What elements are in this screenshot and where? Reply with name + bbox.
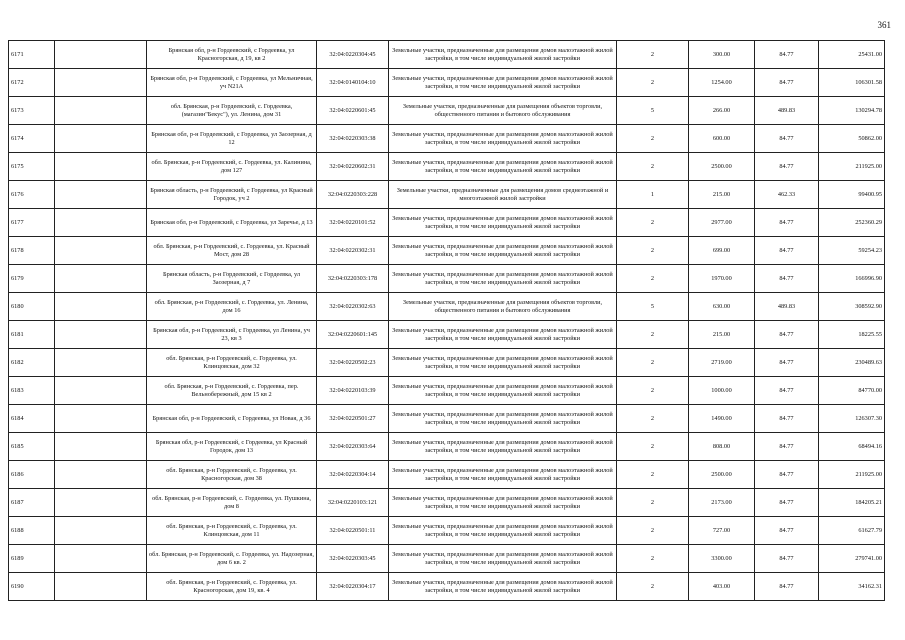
specific-value-cell: 84.77 [755,461,819,489]
land-use-cell: Земельные участки, предназначенные для размещения домов малоэтажной жилой застройки, в том числе индивидуальной жилой застройки [389,433,617,461]
area-cell: 2500.00 [689,153,755,181]
specific-value-cell: 84.77 [755,377,819,405]
cadastral-value-cell: 252360.29 [819,209,885,237]
address-cell: обл. Брянская, р-н Гордеевский, с. Гордеевка, ул. Клинцовская, дом 32 [147,349,317,377]
row-number: 6171 [9,41,55,69]
address-cell: обл. Брянская, р-н Гордеевский, с. Гордеевка, ул. Красный Мост, дом 28 [147,237,317,265]
address-cell: обл. Брянская, р-н Гордеевский, с. Гордеевка, ул. Красногорская, дом 38 [147,461,317,489]
area-cell: 215.00 [689,181,755,209]
cadastral-number-cell: 32:04:0220501:11 [317,517,389,545]
specific-value-cell: 84.77 [755,321,819,349]
cadastral-value-cell: 84770.00 [819,377,885,405]
specific-value-cell: 84.77 [755,153,819,181]
table-row [9,69,885,97]
area-cell: 3300.00 [689,545,755,573]
land-use-cell: Земельные участки, предназначенные для размещения домов малоэтажной жилой застройки, в том числе индивидуальной жилой застройки [389,153,617,181]
row-number: 6179 [9,265,55,293]
row-number: 6185 [9,433,55,461]
land-use-cell: Земельные участки, предназначенные для размещения домов малоэтажной жилой застройки, в том числе индивидуальной жилой застройки [389,405,617,433]
area-cell: 600.00 [689,125,755,153]
group-cell: 2 [617,545,689,573]
empty-cell [55,41,147,69]
row-number: 6189 [9,545,55,573]
row-number: 6175 [9,153,55,181]
area-cell: 1970.00 [689,265,755,293]
row-number: 6190 [9,573,55,601]
empty-cell [55,69,147,97]
empty-cell [55,97,147,125]
table-row [9,545,885,573]
address-cell: Брянская обл, р-н Гордеевский, с Гордеевка, ул Красногорская, д 19, кв 2 [147,41,317,69]
cadastral-number-cell: 32:04:0220601:145 [317,321,389,349]
area-cell: 300.00 [689,41,755,69]
table-row [9,181,885,209]
group-cell: 2 [617,405,689,433]
table-row [9,97,885,125]
row-number: 6183 [9,377,55,405]
cadastral-number-cell: 32:04:0220303:38 [317,125,389,153]
area-cell: 2719.00 [689,349,755,377]
row-number: 6176 [9,181,55,209]
area-cell: 1254.00 [689,69,755,97]
land-use-cell: Земельные участки, предназначенные для размещения домов малоэтажной жилой застройки, в том числе индивидуальной жилой застройки [389,349,617,377]
specific-value-cell: 84.77 [755,433,819,461]
table-row [9,265,885,293]
land-use-cell: Земельные участки, предназначенные для размещения домов малоэтажной жилой застройки, в том числе индивидуальной жилой застройки [389,321,617,349]
table-row [9,377,885,405]
cadastral-value-cell: 59254.23 [819,237,885,265]
area-cell: 403.00 [689,573,755,601]
land-use-cell: Земельные участки, предназначенные для размещения домов малоэтажной жилой застройки, в том числе индивидуальной жилой застройки [389,265,617,293]
cadastral-number-cell: 32:04:0220302:31 [317,237,389,265]
row-number: 6180 [9,293,55,321]
cadastral-value-cell: 68494.16 [819,433,885,461]
specific-value-cell: 84.77 [755,517,819,545]
group-cell: 5 [617,293,689,321]
empty-cell [55,321,147,349]
group-cell: 2 [617,125,689,153]
cadastral-value-cell: 61627.79 [819,517,885,545]
group-cell: 2 [617,153,689,181]
empty-cell [55,377,147,405]
row-number: 6182 [9,349,55,377]
specific-value-cell: 84.77 [755,489,819,517]
cadastral-number-cell: 32:04:0220304:17 [317,573,389,601]
specific-value-cell: 84.77 [755,405,819,433]
empty-cell [55,461,147,489]
area-cell: 266.00 [689,97,755,125]
cadastral-number-cell: 32:04:0220501:27 [317,405,389,433]
address-cell: Брянская область, р-н Гордеевский, с Гордеевка, ул Заозерная, д 7 [147,265,317,293]
group-cell: 2 [617,41,689,69]
group-cell: 2 [617,461,689,489]
group-cell: 2 [617,237,689,265]
table-row [9,321,885,349]
cadastral-value-cell: 18225.55 [819,321,885,349]
area-cell: 1000.00 [689,377,755,405]
land-use-cell: Земельные участки, предназначенные для размещения домов малоэтажной жилой застройки, в том числе индивидуальной жилой застройки [389,517,617,545]
row-number: 6173 [9,97,55,125]
table-row [9,489,885,517]
group-cell: 2 [617,265,689,293]
land-use-cell: Земельные участки, предназначенные для размещения объектов торговли, общественного питания и бытового обслуживания [389,97,617,125]
address-cell: обл. Брянская, р-н Гордеевский, с. Гордеевка, ул. Надозерная, дом 6 кв. 2 [147,545,317,573]
empty-cell [55,265,147,293]
cadastral-number-cell: 32:04:0140104:10 [317,69,389,97]
cadastral-number-cell: 32:04:0220302:63 [317,293,389,321]
land-use-cell: Земельные участки, предназначенные для размещения домов малоэтажной жилой застройки, в том числе индивидуальной жилой застройки [389,545,617,573]
area-cell: 699.00 [689,237,755,265]
land-use-cell: Земельные участки, предназначенные для размещения домов малоэтажной жилой застройки, в том числе индивидуальной жилой застройки [389,377,617,405]
cadastral-number-cell: 32:04:0220502:23 [317,349,389,377]
address-cell: обл. Брянская, р-н Гордеевский, с. Гордеевка, ул. Красногорская, дом 19, кв. 4 [147,573,317,601]
specific-value-cell: 84.77 [755,41,819,69]
table-row [9,517,885,545]
address-cell: Брянская обл, р-н Гордеевский, с Гордеевка, ул Заозерная, д 12 [147,125,317,153]
row-number: 6181 [9,321,55,349]
empty-cell [55,573,147,601]
address-cell: обл. Брянская, р-н Гордеевский, с. Гордеевка, пер. Вельнобережный, дом 15 кв 2 [147,377,317,405]
specific-value-cell: 84.77 [755,265,819,293]
land-use-cell: Земельные участки, предназначенные для размещения домов малоэтажной жилой застройки, в том числе индивидуальной жилой застройки [389,69,617,97]
cadastral-number-cell: 32:04:0220103:121 [317,489,389,517]
address-cell: Брянская обл, р-н Гордеевский, с Гордеевка, ул Мельничная, уч N21А [147,69,317,97]
specific-value-cell: 84.77 [755,209,819,237]
cadastral-number-cell: 32:04:0220303:178 [317,265,389,293]
page-number: 361 [877,20,891,30]
address-cell: Брянская обл, р-н Гордеевский, с Гордеевка, ул Красный Городок, дом 13 [147,433,317,461]
cadastral-number-cell: 32:04:0220602:31 [317,153,389,181]
group-cell: 2 [617,209,689,237]
group-cell: 2 [617,349,689,377]
empty-cell [55,153,147,181]
specific-value-cell: 84.77 [755,69,819,97]
row-number: 6174 [9,125,55,153]
group-cell: 2 [617,69,689,97]
cadastral-number-cell: 32:04:0220304:45 [317,41,389,69]
cadastral-value-cell: 184205.21 [819,489,885,517]
group-cell: 2 [617,433,689,461]
land-use-cell: Земельные участки, предназначенные для размещения домов малоэтажной жилой застройки, в том числе индивидуальной жилой застройки [389,237,617,265]
table-row [9,41,885,69]
area-cell: 808.00 [689,433,755,461]
table-body [9,41,885,601]
cadastral-number-cell: 32:04:0220103:39 [317,377,389,405]
empty-cell [55,181,147,209]
specific-value-cell: 462.33 [755,181,819,209]
group-cell: 5 [617,97,689,125]
empty-cell [55,517,147,545]
empty-cell [55,405,147,433]
specific-value-cell: 489.83 [755,97,819,125]
empty-cell [55,209,147,237]
specific-value-cell: 84.77 [755,237,819,265]
specific-value-cell: 489.83 [755,293,819,321]
empty-cell [55,489,147,517]
cadastral-value-cell: 126307.30 [819,405,885,433]
cadastral-value-cell: 230489.63 [819,349,885,377]
cadastral-number-cell: 32:04:0220303:228 [317,181,389,209]
specific-value-cell: 84.77 [755,545,819,573]
row-number: 6188 [9,517,55,545]
cadastral-value-cell: 308592.90 [819,293,885,321]
table-row [9,125,885,153]
address-cell: Брянская обл, р-н Гордеевский, с Гордеевка, ул Заречье, д 13 [147,209,317,237]
row-number: 6187 [9,489,55,517]
empty-cell [55,349,147,377]
cadastral-number-cell: 32:04:0220303:45 [317,545,389,573]
cadastral-number-cell: 32:04:0220304:14 [317,461,389,489]
cadastral-value-cell: 166996.90 [819,265,885,293]
group-cell: 2 [617,377,689,405]
cadastral-value-cell: 211925.00 [819,461,885,489]
area-cell: 2977.00 [689,209,755,237]
group-cell: 2 [617,517,689,545]
land-use-cell: Земельные участки, предназначенные для размещения объектов торговли, общественного питания и бытового обслуживания [389,293,617,321]
specific-value-cell: 84.77 [755,573,819,601]
cadastral-value-cell: 50862.00 [819,125,885,153]
cadastral-value-cell: 34162.31 [819,573,885,601]
row-number: 6184 [9,405,55,433]
address-cell: Брянская область, р-н Гордеевский, с Гордеевка, ул Красный Городок, уч 2 [147,181,317,209]
row-number: 6186 [9,461,55,489]
area-cell: 215.00 [689,321,755,349]
empty-cell [55,125,147,153]
group-cell: 2 [617,489,689,517]
cadastral-value-cell: 211925.00 [819,153,885,181]
address-cell: Брянская обл, р-н Гордеевский, с Гордеевка, ул Новая, д 36 [147,405,317,433]
address-cell: Брянская обл, р-н Гордеевский, с Гордеевка, ул Ленина, уч 23, кв 3 [147,321,317,349]
table-row [9,293,885,321]
row-number: 6178 [9,237,55,265]
land-use-cell: Земельные участки, предназначенные для размещения домов малоэтажной жилой застройки, в том числе индивидуальной жилой застройки [389,209,617,237]
empty-cell [55,433,147,461]
address-cell: обл. Брянская, р-н Гордеевский, с. Гордеевка, ул. Калинина, дом 127 [147,153,317,181]
area-cell: 630.00 [689,293,755,321]
cadastral-value-cell: 25431.00 [819,41,885,69]
land-use-cell: Земельные участки, предназначенные для размещения домов малоэтажной жилой застройки, в том числе индивидуальной жилой застройки [389,489,617,517]
table-row [9,209,885,237]
group-cell: 1 [617,181,689,209]
table-row [9,349,885,377]
table-row [9,461,885,489]
address-cell: обл. Брянская, р-н Гордеевский, с. Гордеевка, (магазин"Бекус"), ул. Ленина, дом 31 [147,97,317,125]
land-use-cell: Земельные участки, предназначенные для размещения домов малоэтажной жилой застройки, в том числе индивидуальной жилой застройки [389,41,617,69]
cadastral-number-cell: 32:04:0220601:45 [317,97,389,125]
address-cell: обл. Брянская, р-н Гордеевский, с. Гордеевка, ул. Ленина, дом 16 [147,293,317,321]
cadastral-value-table [8,40,885,601]
cadastral-value-cell: 106301.58 [819,69,885,97]
address-cell: обл. Брянская, р-н Гордеевский, с. Гордеевка, ул. Пушкина, дом 8 [147,489,317,517]
land-use-cell: Земельные участки, предназначенные для размещения домов малоэтажной жилой застройки, в том числе индивидуальной жилой застройки [389,125,617,153]
group-cell: 2 [617,573,689,601]
empty-cell [55,545,147,573]
table-row [9,237,885,265]
area-cell: 2500.00 [689,461,755,489]
table-row [9,405,885,433]
area-cell: 727.00 [689,517,755,545]
area-cell: 2173.00 [689,489,755,517]
specific-value-cell: 84.77 [755,125,819,153]
land-use-cell: Земельные участки, предназначенные для размещения домов малоэтажной жилой застройки, в том числе индивидуальной жилой застройки [389,573,617,601]
cadastral-value-cell: 130294.78 [819,97,885,125]
row-number: 6177 [9,209,55,237]
table-row [9,153,885,181]
area-cell: 1490.00 [689,405,755,433]
cadastral-number-cell: 32:04:0220303:64 [317,433,389,461]
land-use-cell: Земельные участки, предназначенные для размещения домов среднеэтажной и многоэтажной жилой застройки [389,181,617,209]
address-cell: обл. Брянская, р-н Гордеевский, с. Гордеевка, ул. Клинцовская, дом 11 [147,517,317,545]
empty-cell [55,237,147,265]
land-use-cell: Земельные участки, предназначенные для размещения домов малоэтажной жилой застройки, в том числе индивидуальной жилой застройки [389,461,617,489]
table-row [9,433,885,461]
group-cell: 2 [617,321,689,349]
cadastral-value-cell: 99400.95 [819,181,885,209]
empty-cell [55,293,147,321]
specific-value-cell: 84.77 [755,349,819,377]
row-number: 6172 [9,69,55,97]
cadastral-number-cell: 32:04:0220101:52 [317,209,389,237]
table-row [9,573,885,601]
cadastral-value-cell: 279741.00 [819,545,885,573]
